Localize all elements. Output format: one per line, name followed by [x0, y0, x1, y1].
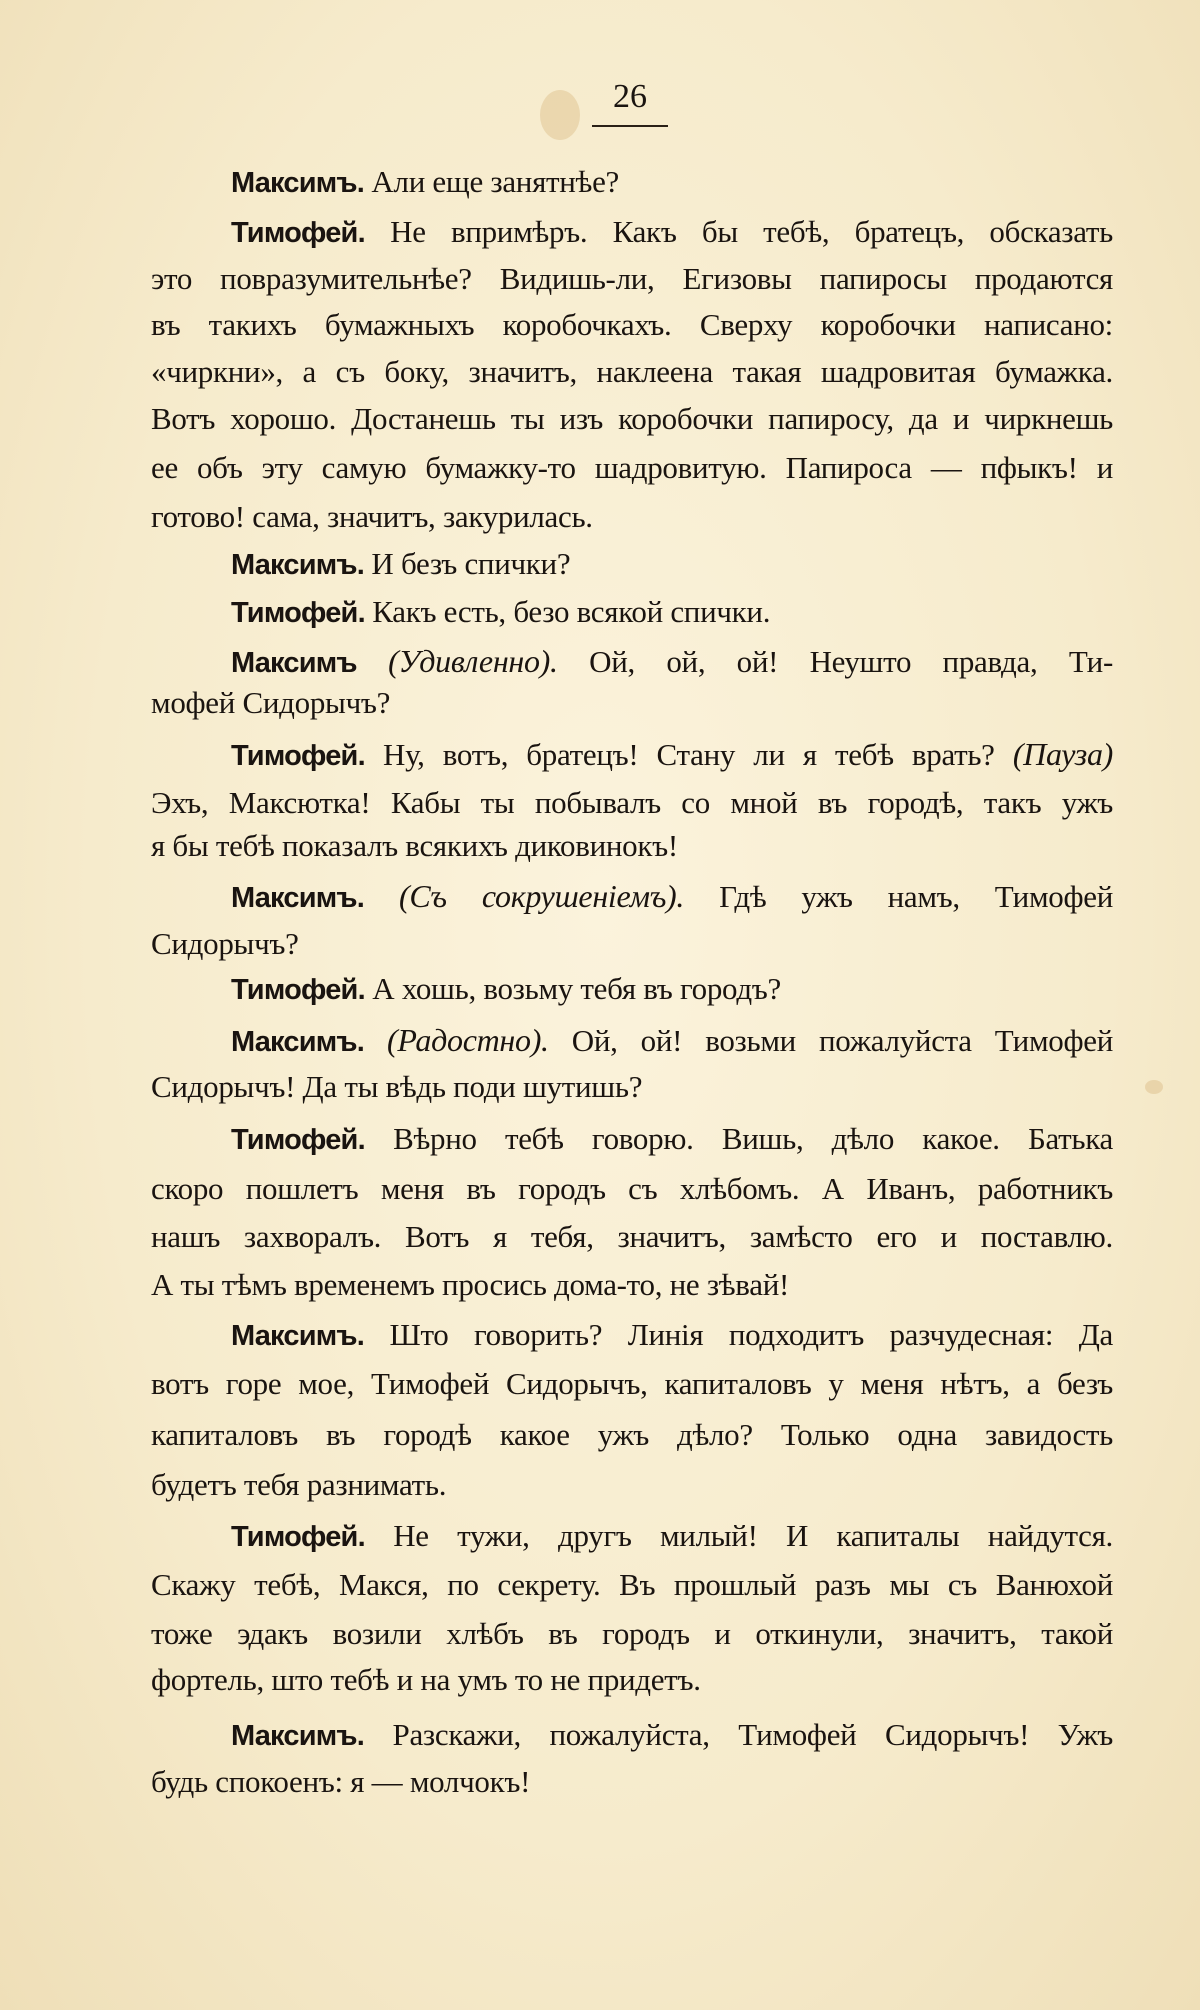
speaker-name: Максимъ.	[231, 1320, 364, 1352]
line-text: нашъ захворалъ. Вотъ я тебя, значитъ, замѣсто его и поставлю.	[151, 1219, 1113, 1254]
text-line	[151, 1712, 1113, 1758]
line-text: Сидорычъ?	[151, 926, 299, 961]
text-line	[151, 256, 1113, 302]
page-number-rule	[592, 125, 668, 127]
text-line	[151, 638, 1113, 684]
speaker-name: Максимъ.	[231, 167, 364, 199]
text-line	[151, 921, 1113, 967]
line-text: въ такихъ бумажныхъ коробочкахъ. Сверху коробочки написано:	[151, 307, 1113, 342]
text-line	[151, 1513, 1113, 1559]
speaker-name: Тимофей.	[231, 597, 365, 629]
paper-stain	[1145, 1080, 1163, 1094]
line-text	[364, 1023, 387, 1058]
text-line	[151, 349, 1113, 395]
text-line	[151, 541, 1113, 587]
speaker-name: Максимъ.	[231, 1026, 364, 1058]
speaker-name: Тимофей.	[231, 217, 365, 249]
line-text: Али еще занятнѣе?	[363, 164, 620, 199]
text-line	[151, 731, 1113, 777]
line-text: Сидорычъ! Да ты вѣдь поди шутишь?	[151, 1069, 643, 1104]
line-text: Што говорить? Линія подходитъ разчудесная: Да	[363, 1317, 1113, 1352]
line-text: Не впримѣръ. Какъ бы тебѣ, братецъ, обсказать	[364, 214, 1113, 249]
text-line	[151, 1166, 1113, 1212]
text-line	[151, 494, 1113, 540]
line-text: А ты тѣмъ временемъ просись дома-то, не зѣвай!	[151, 1267, 790, 1302]
stage-direction: (Удивленно).	[388, 643, 558, 679]
line-text: Гдѣ ужъ намъ, Тимофей	[684, 879, 1113, 914]
line-text	[357, 644, 388, 679]
line-text: тоже эдакъ возили хлѣбъ въ городъ и откинули, значитъ, такой	[151, 1616, 1113, 1651]
line-text: Скажу тебѣ, Макся, по секрету. Въ прошлый разъ мы съ Ванюхой	[151, 1567, 1113, 1602]
line-text: скоро пошлетъ меня въ городъ съ хлѣбомъ. А Иванъ, работникъ	[151, 1171, 1113, 1206]
line-text: вотъ горе мое, Тимофей Сидорычъ, капиталовъ у меня нѣтъ, а безъ	[151, 1366, 1113, 1401]
speaker-name: Тимофей.	[231, 1124, 365, 1156]
line-text: Ну, вотъ, братецъ! Стану ли я тебѣ врать?	[364, 737, 1013, 772]
line-text: это повразумительнѣе? Видишь-ли, Егизовы папиросы продаются	[151, 261, 1113, 296]
line-text: будетъ тебя разнимать.	[151, 1467, 447, 1502]
line-text: «чиркни», а съ боку, значитъ, наклеена такая шадровитая бумажка.	[151, 354, 1113, 389]
text-line	[151, 1017, 1113, 1063]
line-text: Ой, ой, ой! Неушто правда, Ти-	[557, 644, 1113, 679]
text-line	[151, 445, 1113, 491]
text-line	[151, 1361, 1113, 1407]
stage-direction: (Съ сокрушенiемъ).	[398, 878, 685, 914]
text-line	[151, 780, 1113, 826]
text-line	[151, 159, 1113, 205]
text-line	[151, 1611, 1113, 1657]
line-text: Разскажи, пожалуйста, Тимофей Сидорычъ! Ужъ	[363, 1717, 1113, 1752]
text-line	[151, 589, 1113, 635]
speaker-name: Тимофей.	[231, 740, 365, 772]
text-line	[151, 1312, 1113, 1358]
line-text: И безъ спички?	[363, 546, 571, 581]
line-text: капиталовъ въ городѣ какое ужъ дѣло? Только одна завидость	[151, 1417, 1113, 1452]
text-line	[151, 1562, 1113, 1608]
line-text: будь спокоенъ: я — молчокъ!	[151, 1764, 531, 1799]
text-line	[151, 680, 1113, 726]
speaker-name: Тимофей.	[231, 1521, 365, 1553]
line-text: А хошь, возьму тебя въ городъ?	[364, 971, 781, 1006]
line-text: фортель, што тебѣ и на умъ то не придетъ.	[151, 1662, 701, 1697]
speaker-name: Тимофей.	[231, 974, 365, 1006]
text-line	[151, 396, 1113, 442]
stage-direction: (Радостно).	[387, 1022, 549, 1058]
line-text: я бы тебѣ показалъ всякихъ диковинокъ!	[151, 828, 678, 863]
line-text: готово! сама, значитъ, закурилась.	[151, 499, 593, 534]
line-text	[364, 879, 399, 914]
line-text: Не тужи, другъ милый! И капиталы найдутся.	[364, 1518, 1113, 1553]
line-text: Ой, ой! возьми пожалуйста Тимофей	[548, 1023, 1113, 1058]
text-line	[151, 1262, 1113, 1308]
page-number: 26	[613, 78, 647, 115]
text-line	[151, 1462, 1113, 1508]
text-line	[151, 209, 1113, 255]
speaker-name: Максимъ.	[231, 549, 364, 581]
text-line	[151, 823, 1113, 869]
line-text: ее объ эту самую бумажку-то шадровитую. Папироса — пфыкъ! и	[151, 450, 1113, 485]
line-text: Эхъ, Максютка! Кабы ты побывалъ со мной въ городѣ, такъ ужъ	[151, 785, 1113, 820]
text-line	[151, 1657, 1113, 1703]
text-line	[151, 1116, 1113, 1162]
text-line	[151, 873, 1113, 919]
text-line	[151, 966, 1113, 1012]
speaker-name: Максимъ.	[231, 882, 364, 914]
line-text: Вѣрно тебѣ говорю. Вишь, дѣло какое. Батька	[364, 1121, 1113, 1156]
text-line	[151, 1064, 1113, 1110]
speaker-name: Максимъ	[231, 647, 357, 679]
line-text: Какъ есть, безо всякой спички.	[364, 594, 771, 629]
line-text: мофей Сидорычъ?	[151, 685, 391, 720]
stage-direction: (Пауза)	[1012, 736, 1113, 772]
text-line	[151, 1214, 1113, 1260]
speaker-name: Максимъ.	[231, 1720, 364, 1752]
line-text: Вотъ хорошо. Достанешь ты изъ коробочки папиросу, да и чиркнешь	[151, 401, 1113, 436]
text-line	[151, 1412, 1113, 1458]
text-line	[151, 1759, 1113, 1805]
text-line	[151, 302, 1113, 348]
